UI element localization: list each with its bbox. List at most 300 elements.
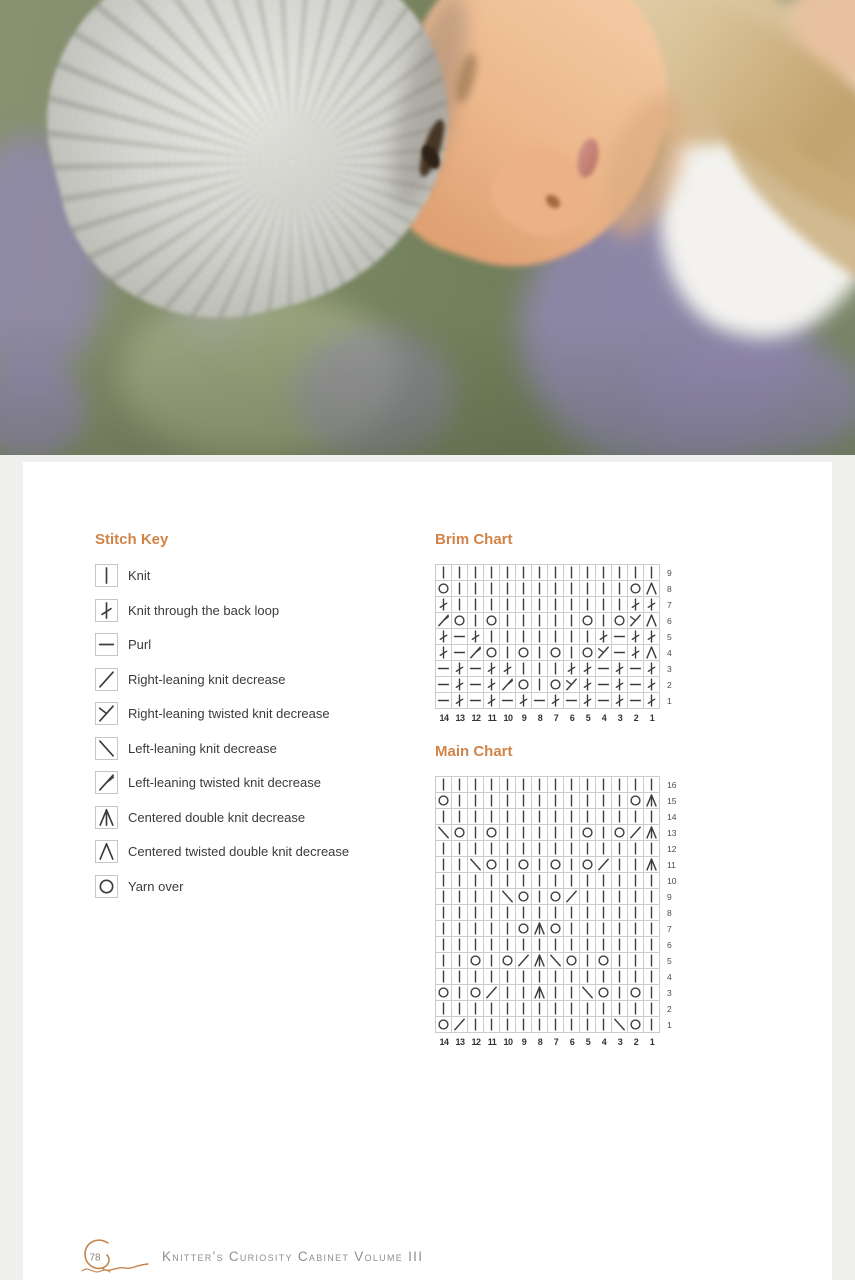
k-symbol-icon bbox=[468, 777, 483, 792]
chart-cell-k bbox=[548, 841, 563, 856]
k-symbol-icon bbox=[548, 969, 563, 984]
chart-cell-k bbox=[436, 809, 451, 824]
chart-cell-k bbox=[644, 777, 659, 792]
k-symbol-icon bbox=[468, 841, 483, 856]
k-symbol-icon bbox=[644, 937, 659, 952]
chart-cell-k bbox=[596, 841, 611, 856]
k-symbol-icon bbox=[612, 969, 627, 984]
k-symbol-icon bbox=[580, 809, 595, 824]
chart-cell-k bbox=[612, 841, 627, 856]
chart-cell-k bbox=[500, 873, 515, 888]
chart-cell-yo bbox=[596, 985, 611, 1000]
k-symbol-icon bbox=[612, 921, 627, 936]
chart-cell-t bbox=[644, 661, 659, 676]
chart-cell-k bbox=[500, 793, 515, 808]
chart-cell-k bbox=[628, 841, 643, 856]
yo-symbol-icon bbox=[452, 613, 467, 628]
yo-symbol-icon bbox=[548, 921, 563, 936]
k-symbol-icon bbox=[484, 841, 499, 856]
t-symbol-icon bbox=[564, 661, 579, 676]
column-number: 11 bbox=[487, 713, 497, 723]
t-symbol-icon bbox=[628, 597, 643, 612]
t-symbol-icon bbox=[596, 629, 611, 644]
chart-cell-k bbox=[612, 889, 627, 904]
yo-symbol-icon bbox=[580, 825, 595, 840]
k-symbol-icon bbox=[596, 809, 611, 824]
stitch-symbol-box bbox=[95, 564, 118, 587]
p-symbol-icon bbox=[596, 661, 611, 676]
t-symbol-icon bbox=[452, 661, 467, 676]
chart-cell-k bbox=[484, 793, 499, 808]
k-symbol-icon bbox=[564, 841, 579, 856]
chart-cell-p bbox=[500, 693, 515, 708]
k-symbol-icon bbox=[628, 565, 643, 580]
chart-cell-t bbox=[484, 677, 499, 692]
chart-cell-k bbox=[580, 921, 595, 936]
chart-cell-k bbox=[468, 1017, 483, 1032]
k-symbol-icon bbox=[580, 889, 595, 904]
row-number: 6 bbox=[667, 616, 672, 626]
k-symbol-icon bbox=[628, 841, 643, 856]
k-symbol-icon bbox=[500, 1001, 515, 1016]
p-symbol-icon bbox=[96, 634, 117, 655]
shoulder-skin bbox=[780, 0, 855, 90]
k-symbol-icon bbox=[484, 921, 499, 936]
k-symbol-icon bbox=[516, 597, 531, 612]
yo-symbol-icon bbox=[612, 825, 627, 840]
k-symbol-icon bbox=[532, 677, 547, 692]
chart-cell-k bbox=[500, 841, 515, 856]
yo-symbol-icon bbox=[564, 953, 579, 968]
chart-cell-yo bbox=[436, 581, 451, 596]
chart-cell-k bbox=[580, 953, 595, 968]
chart-cell-k bbox=[564, 777, 579, 792]
k-symbol-icon bbox=[452, 581, 467, 596]
chart-cell-k bbox=[596, 1017, 611, 1032]
chart-cell-k bbox=[436, 1001, 451, 1016]
k-symbol-icon bbox=[548, 661, 563, 676]
chart-cell-k bbox=[564, 969, 579, 984]
p-symbol-icon bbox=[532, 693, 547, 708]
k-symbol-icon bbox=[532, 809, 547, 824]
chart-cell-yo bbox=[516, 857, 531, 872]
k-symbol-icon bbox=[436, 905, 451, 920]
main-chart-grid bbox=[435, 776, 676, 1033]
yo-symbol-icon bbox=[516, 857, 531, 872]
row-number: 4 bbox=[667, 648, 672, 658]
row-number: 11 bbox=[667, 860, 676, 870]
k-symbol-icon bbox=[564, 645, 579, 660]
row-number: 9 bbox=[667, 568, 672, 578]
chart-cell-k bbox=[596, 809, 611, 824]
k-symbol-icon bbox=[628, 809, 643, 824]
chart-cell-rd bbox=[628, 825, 643, 840]
hair-strand bbox=[708, 105, 855, 326]
yo-symbol-icon bbox=[500, 953, 515, 968]
yo-symbol-icon bbox=[436, 985, 451, 1000]
k-symbol-icon bbox=[596, 1017, 611, 1032]
chart-cell-t bbox=[468, 629, 483, 644]
column-number: 14 bbox=[439, 1037, 449, 1047]
chart-cell-k bbox=[564, 581, 579, 596]
k-symbol-icon bbox=[612, 857, 627, 872]
row-number: 8 bbox=[667, 908, 672, 918]
k-symbol-icon bbox=[436, 969, 451, 984]
chart-cell-k bbox=[532, 841, 547, 856]
p-symbol-icon bbox=[452, 645, 467, 660]
stitch-key-label: Centered twisted double knit decrease bbox=[128, 844, 350, 859]
row-number: 2 bbox=[667, 1004, 672, 1014]
k-symbol-icon bbox=[596, 921, 611, 936]
chart-cell-k bbox=[516, 937, 531, 952]
k-symbol-icon bbox=[500, 825, 515, 840]
stitch-key-item bbox=[95, 875, 349, 898]
chart-cell-k bbox=[500, 613, 515, 628]
chart-cell-k bbox=[436, 857, 451, 872]
k-symbol-icon bbox=[564, 969, 579, 984]
rtd-symbol-icon bbox=[628, 613, 643, 628]
chart-cell-t bbox=[452, 661, 467, 676]
k-symbol-icon bbox=[644, 873, 659, 888]
chart-cell-k bbox=[516, 1017, 531, 1032]
k-symbol-icon bbox=[468, 825, 483, 840]
chart-cell-k bbox=[564, 857, 579, 872]
k-symbol-icon bbox=[468, 809, 483, 824]
k-symbol-icon bbox=[516, 1017, 531, 1032]
chart-cell-k bbox=[644, 953, 659, 968]
k-symbol-icon bbox=[452, 889, 467, 904]
k-symbol-icon bbox=[468, 597, 483, 612]
chart-cell-k bbox=[532, 969, 547, 984]
chart-cell-k bbox=[468, 905, 483, 920]
cdd-symbol-icon bbox=[644, 857, 659, 872]
yo-symbol-icon bbox=[580, 645, 595, 660]
chart-cell-k bbox=[564, 793, 579, 808]
chart-cell-k bbox=[612, 905, 627, 920]
row-numbers bbox=[667, 776, 676, 1033]
cdd-symbol-icon bbox=[532, 953, 547, 968]
k-symbol-icon bbox=[612, 937, 627, 952]
k-symbol-icon bbox=[500, 857, 515, 872]
k-symbol-icon bbox=[644, 777, 659, 792]
chart-cell-yo bbox=[516, 889, 531, 904]
stitch-key-item bbox=[95, 599, 349, 622]
chart-cell-t bbox=[644, 693, 659, 708]
chart-cell-k bbox=[548, 937, 563, 952]
chart-cell-k bbox=[628, 1001, 643, 1016]
ctdd-symbol-icon bbox=[644, 645, 659, 660]
ld-symbol-icon bbox=[580, 985, 595, 1000]
p-symbol-icon bbox=[628, 677, 643, 692]
chart-cell-k bbox=[564, 873, 579, 888]
chart-cell-yo bbox=[580, 857, 595, 872]
ltd-symbol-icon bbox=[468, 645, 483, 660]
chart-cell-k bbox=[644, 889, 659, 904]
stitch-key-title: Stitch Key bbox=[95, 531, 169, 548]
k-symbol-icon bbox=[500, 809, 515, 824]
chart-cell-k bbox=[452, 581, 467, 596]
k-symbol-icon bbox=[500, 841, 515, 856]
chart-cell-k bbox=[564, 825, 579, 840]
chart-cell-k bbox=[580, 565, 595, 580]
nose bbox=[479, 130, 606, 254]
chart-cell-yo bbox=[516, 921, 531, 936]
k-symbol-icon bbox=[612, 565, 627, 580]
t-symbol-icon bbox=[580, 693, 595, 708]
chart-cell-k bbox=[468, 597, 483, 612]
yo-symbol-icon bbox=[452, 825, 467, 840]
chart-cell-k bbox=[628, 873, 643, 888]
stitch-key-item bbox=[95, 702, 349, 725]
chart-cell-k bbox=[532, 1017, 547, 1032]
yo-symbol-icon bbox=[516, 889, 531, 904]
chart-cell-k bbox=[436, 565, 451, 580]
row-number: 3 bbox=[667, 988, 672, 998]
hat-lace-texture bbox=[12, 0, 488, 353]
k-symbol-icon bbox=[436, 921, 451, 936]
chart-cell-k bbox=[452, 937, 467, 952]
chart-cell-p bbox=[596, 693, 611, 708]
row-number: 15 bbox=[667, 796, 677, 806]
chart-cell-k bbox=[644, 565, 659, 580]
chart-cell-k bbox=[628, 905, 643, 920]
chart-cell-p bbox=[612, 629, 627, 644]
chart-cell-k bbox=[484, 565, 499, 580]
k-symbol-icon bbox=[596, 1001, 611, 1016]
chart-cell-k bbox=[580, 889, 595, 904]
chart-cell-p bbox=[452, 645, 467, 660]
row-number: 7 bbox=[667, 600, 672, 610]
chart-cell-k bbox=[612, 969, 627, 984]
chart-cell-k bbox=[532, 1001, 547, 1016]
chart-cell-k bbox=[500, 565, 515, 580]
yo-symbol-icon bbox=[468, 953, 483, 968]
chart-cell-cdd bbox=[532, 985, 547, 1000]
t-symbol-icon bbox=[436, 629, 451, 644]
column-number: 5 bbox=[585, 1037, 591, 1047]
chart-cell-k bbox=[532, 905, 547, 920]
k-symbol-icon bbox=[564, 629, 579, 644]
k-symbol-icon bbox=[468, 969, 483, 984]
k-symbol-icon bbox=[468, 581, 483, 596]
chart-cell-k bbox=[612, 581, 627, 596]
yo-symbol-icon bbox=[484, 857, 499, 872]
k-symbol-icon bbox=[564, 921, 579, 936]
ld-symbol-icon bbox=[468, 857, 483, 872]
chart-cell-p bbox=[564, 693, 579, 708]
k-symbol-icon bbox=[484, 1001, 499, 1016]
chart-cell-k bbox=[532, 937, 547, 952]
column-number: 5 bbox=[585, 713, 591, 723]
chart-cell-k bbox=[436, 777, 451, 792]
chart-cell-k bbox=[484, 629, 499, 644]
k-symbol-icon bbox=[532, 905, 547, 920]
chart-cell-t bbox=[628, 629, 643, 644]
k-symbol-icon bbox=[644, 565, 659, 580]
rd-symbol-icon bbox=[628, 825, 643, 840]
stitch-key-label: Centered double knit decrease bbox=[128, 809, 306, 825]
k-symbol-icon bbox=[516, 1001, 531, 1016]
k-symbol-icon bbox=[436, 777, 451, 792]
stitch-key-items bbox=[95, 564, 349, 898]
chart-cell-k bbox=[500, 857, 515, 872]
column-number: 1 bbox=[649, 713, 655, 723]
chart-cell-yo bbox=[484, 613, 499, 628]
k-symbol-icon bbox=[484, 953, 499, 968]
chart-cell-k bbox=[516, 825, 531, 840]
column-number: 10 bbox=[503, 1037, 513, 1047]
k-symbol-icon bbox=[484, 1017, 499, 1032]
chart-cell-ltd bbox=[436, 613, 451, 628]
chart-cell-k bbox=[468, 937, 483, 952]
chart-cell-yo bbox=[628, 581, 643, 596]
chart-cell-k bbox=[516, 565, 531, 580]
t-symbol-icon bbox=[500, 661, 515, 676]
k-symbol-icon bbox=[484, 793, 499, 808]
chart-cell-t bbox=[644, 677, 659, 692]
column-number: 13 bbox=[455, 1037, 465, 1047]
t-symbol-icon bbox=[516, 693, 531, 708]
k-symbol-icon bbox=[564, 1001, 579, 1016]
chart-cell-k bbox=[580, 873, 595, 888]
k-symbol-icon bbox=[452, 793, 467, 808]
chart-cell-k bbox=[564, 921, 579, 936]
k-symbol-icon bbox=[436, 857, 451, 872]
lavender-patch bbox=[170, 270, 260, 350]
yo-symbol-icon bbox=[516, 645, 531, 660]
chart-cell-k bbox=[564, 645, 579, 660]
ld-symbol-icon bbox=[96, 738, 117, 759]
hat-knit-texture bbox=[12, 0, 488, 353]
chart-cell-k bbox=[580, 969, 595, 984]
k-symbol-icon bbox=[468, 905, 483, 920]
chart-cell-yo bbox=[484, 825, 499, 840]
yo-symbol-icon bbox=[548, 889, 563, 904]
k-symbol-icon bbox=[484, 905, 499, 920]
column-number: 11 bbox=[487, 1037, 497, 1047]
chart-cell-k bbox=[436, 921, 451, 936]
k-symbol-icon bbox=[500, 937, 515, 952]
chart-cell-yo bbox=[500, 953, 515, 968]
k-symbol-icon bbox=[580, 905, 595, 920]
k-symbol-icon bbox=[580, 777, 595, 792]
chart-cell-ld bbox=[468, 857, 483, 872]
chart-cell-t bbox=[580, 693, 595, 708]
k-symbol-icon bbox=[596, 597, 611, 612]
chart-cell-k bbox=[468, 873, 483, 888]
chart-cell-k bbox=[596, 1001, 611, 1016]
stitch-key-item bbox=[95, 668, 349, 691]
stitch-key-label: Yarn over bbox=[128, 878, 184, 894]
chart-cell-k bbox=[484, 581, 499, 596]
chart-cell-k bbox=[596, 905, 611, 920]
chart-cell-k bbox=[564, 905, 579, 920]
brim-chart-title: Brim Chart bbox=[435, 531, 513, 548]
k-symbol-icon bbox=[596, 905, 611, 920]
k-symbol-icon bbox=[452, 873, 467, 888]
chart-cell-k bbox=[532, 825, 547, 840]
column-number: 12 bbox=[471, 1037, 481, 1047]
yo-symbol-icon bbox=[596, 953, 611, 968]
chart-cell-ld bbox=[580, 985, 595, 1000]
cdd-symbol-icon bbox=[644, 825, 659, 840]
chart-cell-k bbox=[596, 825, 611, 840]
t-symbol-icon bbox=[484, 661, 499, 676]
chart-cell-k bbox=[484, 1017, 499, 1032]
k-symbol-icon bbox=[452, 969, 467, 984]
chart-cell-k bbox=[580, 905, 595, 920]
column-number: 13 bbox=[455, 713, 465, 723]
k-symbol-icon bbox=[532, 857, 547, 872]
chart-cell-k bbox=[644, 921, 659, 936]
t-symbol-icon bbox=[484, 677, 499, 692]
chart-cell-k bbox=[612, 953, 627, 968]
k-symbol-icon bbox=[564, 809, 579, 824]
chart-cell-k bbox=[580, 597, 595, 612]
k-symbol-icon bbox=[612, 985, 627, 1000]
chart-cell-k bbox=[532, 889, 547, 904]
k-symbol-icon bbox=[596, 777, 611, 792]
t-symbol-icon bbox=[612, 677, 627, 692]
k-symbol-icon bbox=[580, 921, 595, 936]
chart-cell-k bbox=[532, 809, 547, 824]
k-symbol-icon bbox=[580, 937, 595, 952]
chart-cell-k bbox=[532, 581, 547, 596]
chart-cell-k bbox=[628, 889, 643, 904]
chart-cell-k bbox=[596, 613, 611, 628]
nostril bbox=[543, 192, 562, 211]
chart-cell-k bbox=[532, 661, 547, 676]
chart-cell-k bbox=[484, 889, 499, 904]
column-number: 6 bbox=[569, 713, 575, 723]
chart-cell-cdd bbox=[644, 825, 659, 840]
chart-cell-k bbox=[532, 793, 547, 808]
yo-symbol-icon bbox=[436, 1017, 451, 1032]
k-symbol-icon bbox=[548, 793, 563, 808]
k-symbol-icon bbox=[468, 921, 483, 936]
chart-cell-k bbox=[516, 777, 531, 792]
row-number: 4 bbox=[667, 972, 672, 982]
chart-cell-k bbox=[500, 629, 515, 644]
row-numbers bbox=[667, 564, 672, 709]
column-number: 4 bbox=[601, 1037, 607, 1047]
chart-cell-k bbox=[564, 565, 579, 580]
chart-cell-cdd bbox=[532, 921, 547, 936]
chart-cell-rd bbox=[596, 857, 611, 872]
stitch-symbol-box bbox=[95, 737, 118, 760]
k-symbol-icon bbox=[564, 565, 579, 580]
p-symbol-icon bbox=[468, 693, 483, 708]
k-symbol-icon bbox=[516, 581, 531, 596]
chart-cell-k bbox=[468, 793, 483, 808]
k-symbol-icon bbox=[644, 809, 659, 824]
stitch-symbol-box bbox=[95, 806, 118, 829]
eyebrow bbox=[452, 51, 481, 105]
k-symbol-icon bbox=[644, 985, 659, 1000]
k-symbol-icon bbox=[516, 825, 531, 840]
yo-symbol-icon bbox=[516, 677, 531, 692]
k-symbol-icon bbox=[484, 873, 499, 888]
chart-cell-k bbox=[548, 969, 563, 984]
chart-cell-t bbox=[628, 645, 643, 660]
shirt bbox=[626, 0, 855, 364]
chart-cell-k bbox=[644, 841, 659, 856]
lavender-patch bbox=[0, 360, 85, 455]
chart-cell-yo bbox=[612, 825, 627, 840]
k-symbol-icon bbox=[580, 581, 595, 596]
chart-cell-p bbox=[596, 677, 611, 692]
chart-cell-k bbox=[628, 921, 643, 936]
